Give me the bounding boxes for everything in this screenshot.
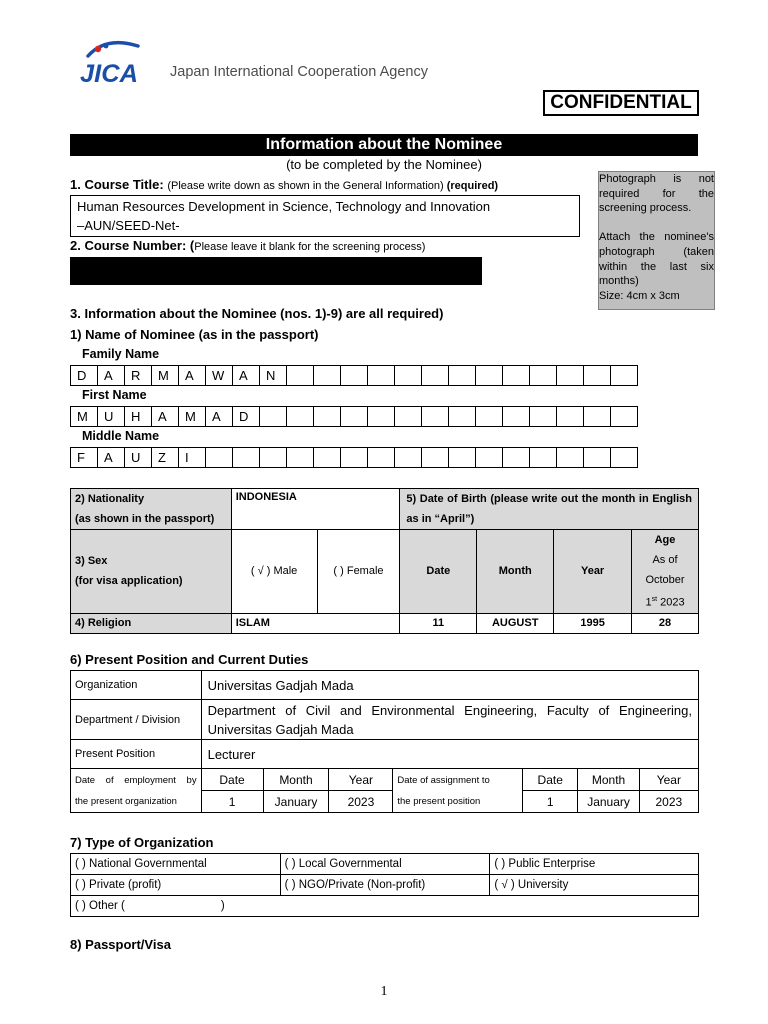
- letter-box[interactable]: [502, 447, 530, 468]
- family-name-field[interactable]: [70, 365, 638, 386]
- religion-label: 4) Religion: [71, 613, 232, 633]
- letter-box[interactable]: [340, 447, 368, 468]
- photo-instruction: Attach the nominee's photograph (taken within the last six months): [599, 231, 714, 288]
- nationality-value[interactable]: INDONESIA: [231, 489, 400, 530]
- section-title: Information about the Nominee: [70, 134, 698, 156]
- employment-month-header: Month: [263, 769, 329, 791]
- letter-box[interactable]: U: [97, 406, 125, 427]
- letter-box[interactable]: [448, 447, 476, 468]
- photo-spacer: [599, 216, 714, 231]
- course-title-heading: 1. Course Title:: [70, 177, 164, 192]
- middle-name-label: Middle Name: [82, 429, 160, 443]
- sex-label-line2: (for visa application): [75, 575, 183, 588]
- employment-date-label-line2: the present organization: [75, 795, 177, 807]
- letter-box[interactable]: [556, 365, 584, 386]
- letter-box[interactable]: [340, 365, 368, 386]
- assignment-date-label-line2: the present position: [397, 795, 481, 807]
- letter-box[interactable]: [367, 365, 395, 386]
- nationality-label-line1: 2) Nationality: [75, 493, 145, 505]
- nominee-heading: 3. Information about the Nominee (nos. 1)-9) are all required): [70, 306, 444, 321]
- letter-box[interactable]: [556, 406, 584, 427]
- letter-box[interactable]: [448, 365, 476, 386]
- letter-box[interactable]: A: [232, 365, 260, 386]
- assignment-month-value[interactable]: January: [578, 791, 639, 813]
- agency-name: Japan International Cooperation Agency: [170, 64, 428, 80]
- letter-box[interactable]: [394, 447, 422, 468]
- assignment-month-header: Month: [578, 769, 639, 791]
- course-number-label: [70, 238, 425, 253]
- sex-female-option[interactable]: ( ) Female: [317, 530, 400, 614]
- letter-box[interactable]: N: [259, 365, 287, 386]
- letter-box[interactable]: M: [178, 406, 206, 427]
- letter-box[interactable]: A: [205, 406, 233, 427]
- course-title-field[interactable]: [70, 195, 580, 237]
- dob-date-value[interactable]: 11: [400, 613, 477, 633]
- name-heading: 1) Name of Nominee (as in the passport): [70, 327, 319, 342]
- letter-box[interactable]: A: [151, 406, 179, 427]
- letter-box[interactable]: D: [232, 406, 260, 427]
- course-number-redacted: [70, 257, 482, 285]
- org-ngo-option[interactable]: ( ) NGO/Private (Non-profit): [280, 875, 490, 896]
- middle-name-field[interactable]: [70, 447, 638, 468]
- org-other-close: ): [220, 900, 225, 912]
- letter-box[interactable]: [394, 365, 422, 386]
- organization-label: Organization: [71, 671, 202, 700]
- letter-box[interactable]: [367, 447, 395, 468]
- dob-month-value[interactable]: AUGUST: [477, 613, 554, 633]
- letter-box[interactable]: [529, 365, 557, 386]
- department-label: Department / Division: [71, 700, 202, 740]
- assignment-year-header: Year: [639, 769, 698, 791]
- letter-box[interactable]: A: [97, 365, 125, 386]
- letter-box[interactable]: [583, 406, 611, 427]
- nationality-label-line2: (as shown in the passport): [75, 513, 215, 525]
- letter-box[interactable]: D: [70, 365, 98, 386]
- position-table: [70, 670, 699, 813]
- dob-label: 5) Date of Birth (please write out the month in English as in “April”): [400, 489, 699, 530]
- organization-value[interactable]: Universitas Gadjah Mada: [201, 671, 698, 700]
- department-value-line2: Universitas Gadjah Mada: [207, 721, 354, 737]
- letter-box[interactable]: [259, 447, 287, 468]
- letter-box[interactable]: [286, 365, 314, 386]
- course-title-hint: (Please write down as shown in the General Information): [167, 180, 444, 192]
- page-number: 1: [380, 984, 388, 999]
- letter-box[interactable]: [448, 406, 476, 427]
- course-title-line1: Human Resources Development in Science, Technology and Innovation: [77, 199, 491, 214]
- confidential-stamp: CONFIDENTIAL: [543, 90, 699, 116]
- letter-box[interactable]: [421, 406, 449, 427]
- letter-box[interactable]: [502, 365, 530, 386]
- letter-box[interactable]: [502, 406, 530, 427]
- letter-box[interactable]: [286, 447, 314, 468]
- logo-text: JICA: [80, 60, 138, 88]
- letter-box[interactable]: [583, 365, 611, 386]
- employment-date-label: [71, 769, 202, 813]
- letter-box[interactable]: W: [205, 365, 233, 386]
- present-position-value[interactable]: Lecturer: [201, 740, 698, 769]
- position-heading: 6) Present Position and Current Duties: [70, 652, 309, 667]
- present-position-label: Present Position: [71, 740, 202, 769]
- age-header-date: 1st 2023: [645, 596, 685, 609]
- letter-box[interactable]: [421, 447, 449, 468]
- course-number-heading: 2. Course Number: (: [70, 238, 195, 253]
- age-header-as-of: As of: [652, 554, 678, 566]
- age-value[interactable]: 28: [632, 613, 699, 633]
- org-public-option[interactable]: ( ) Public Enterprise: [490, 854, 699, 875]
- letter-box[interactable]: [475, 365, 503, 386]
- assignment-date-value[interactable]: 1: [523, 791, 578, 813]
- letter-box[interactable]: H: [124, 406, 152, 427]
- personal-info-table: [70, 488, 699, 634]
- dob-year-value[interactable]: 1995: [554, 613, 632, 633]
- letter-box[interactable]: [475, 406, 503, 427]
- jica-logo: [76, 32, 146, 88]
- letter-box[interactable]: [610, 365, 638, 386]
- letter-box[interactable]: [340, 406, 368, 427]
- course-title-line2: –AUN/SEED-Net-: [77, 218, 180, 233]
- department-value[interactable]: [201, 700, 698, 740]
- letter-box[interactable]: [475, 447, 503, 468]
- logo-dot-blue: [104, 44, 109, 49]
- letter-box[interactable]: [529, 447, 557, 468]
- org-private-option[interactable]: ( ) Private (profit): [71, 875, 281, 896]
- org-local-option[interactable]: ( ) Local Governmental: [280, 854, 490, 875]
- letter-box[interactable]: [313, 447, 341, 468]
- letter-box[interactable]: F: [70, 447, 98, 468]
- letter-box[interactable]: A: [178, 365, 206, 386]
- letter-box[interactable]: I: [178, 447, 206, 468]
- passport-heading: 8) Passport/Visa: [70, 937, 171, 952]
- course-number-hint: Please leave it blank for the screening process): [194, 241, 426, 253]
- photo-size: Size: 4cm x 3cm: [599, 289, 680, 302]
- letter-box[interactable]: A: [97, 447, 125, 468]
- assignment-date-label-line1: Date of assignment to: [397, 774, 490, 786]
- religion-value[interactable]: ISLAM: [231, 613, 400, 633]
- sex-label: [71, 530, 232, 614]
- letter-box[interactable]: [556, 447, 584, 468]
- employment-year-value[interactable]: 2023: [329, 791, 393, 813]
- letter-box[interactable]: [529, 406, 557, 427]
- org-type-table: [70, 853, 699, 917]
- letter-box[interactable]: [313, 406, 341, 427]
- letter-box[interactable]: [286, 406, 314, 427]
- department-value-line1: Department of Civil and Environmental Engineering, Faculty of Engineering,: [207, 702, 692, 718]
- first-name-label: First Name: [82, 388, 147, 402]
- nationality-label: [71, 489, 232, 530]
- photo-placeholder[interactable]: [598, 171, 715, 310]
- first-name-field[interactable]: [70, 406, 638, 427]
- letter-box[interactable]: [610, 406, 638, 427]
- letter-box[interactable]: R: [124, 365, 152, 386]
- letter-box[interactable]: [259, 406, 287, 427]
- letter-box[interactable]: U: [124, 447, 152, 468]
- photo-note: Photograph is not required for the screening process.: [599, 173, 714, 215]
- assignment-year-value[interactable]: 2023: [639, 791, 698, 813]
- org-national-option[interactable]: ( ) National Governmental: [71, 854, 281, 875]
- letter-box[interactable]: [421, 365, 449, 386]
- family-name-label: Family Name: [82, 347, 160, 361]
- assignment-date-header: Date: [523, 769, 578, 791]
- age-header-month: October: [645, 574, 685, 586]
- org-other-label: ( ) Other (: [75, 900, 125, 912]
- age-header-title: Age: [654, 534, 676, 546]
- employment-year-header: Year: [329, 769, 393, 791]
- sex-label-line1: 3) Sex: [75, 555, 108, 568]
- letter-box[interactable]: [610, 447, 638, 468]
- assignment-date-label: [393, 769, 523, 813]
- letter-box[interactable]: M: [151, 365, 179, 386]
- letter-box[interactable]: [232, 447, 260, 468]
- dob-year-header: Year: [554, 530, 632, 614]
- dob-date-header: Date: [400, 530, 477, 614]
- org-type-heading: 7) Type of Organization: [70, 835, 214, 850]
- org-university-option[interactable]: ( √ ) University: [490, 875, 699, 896]
- letter-box[interactable]: [205, 447, 233, 468]
- sex-male-option[interactable]: ( √ ) Male: [231, 530, 317, 614]
- employment-date-header: Date: [201, 769, 263, 791]
- letter-box[interactable]: [583, 447, 611, 468]
- letter-box[interactable]: [367, 406, 395, 427]
- course-title-label: [70, 177, 498, 192]
- dob-month-header: Month: [477, 530, 554, 614]
- employment-date-value[interactable]: 1: [201, 791, 263, 813]
- letter-box[interactable]: M: [70, 406, 98, 427]
- age-header: [632, 530, 699, 614]
- course-title-required: (required): [446, 180, 499, 192]
- letter-box[interactable]: [313, 365, 341, 386]
- employment-date-label-line1: Date of employment by: [75, 774, 197, 786]
- section-subtitle: (to be completed by the Nominee): [286, 157, 482, 172]
- logo-dot-red: [95, 46, 101, 52]
- org-other-option[interactable]: [71, 896, 699, 917]
- letter-box[interactable]: Z: [151, 447, 179, 468]
- letter-box[interactable]: [394, 406, 422, 427]
- employment-month-value[interactable]: January: [263, 791, 329, 813]
